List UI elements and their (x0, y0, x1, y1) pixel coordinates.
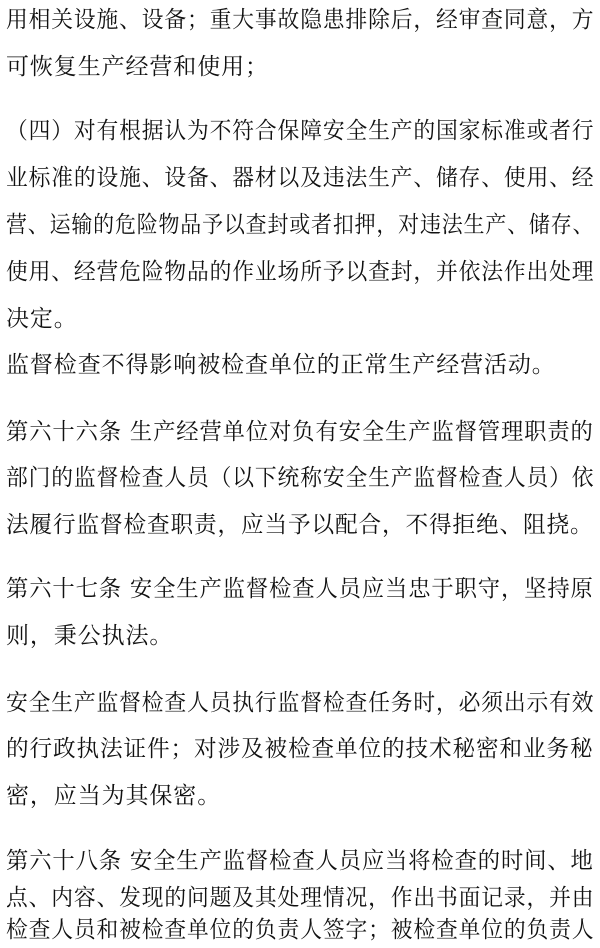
text-line: 安全生产监督检查人员执行监督检查任务时，必须出示有效 (6, 690, 595, 716)
text-line: 监督检查不得影响被检查单位的正常生产经营活动。 (6, 352, 556, 378)
text-line: 业标准的设施、设备、器材以及违法生产、储存、使用、经 (6, 165, 595, 191)
text-line: 第六十八条 安全生产监督检查人员应当将检查的时间、地 (6, 848, 594, 874)
text-line: （四）对有根据认为不符合保障安全生产的国家标准或者行 (6, 118, 595, 144)
text-line: 使用、经营危险物品的作业场所予以查封，并依法作出处理 (6, 259, 595, 285)
text-line: 检查人员和被检查单位的负责人签字；被检查单位的负责人 (6, 917, 595, 943)
text-line: 第六十六条 生产经营单位对负有安全生产监督管理职责的 (6, 419, 594, 445)
text-line: 第六十七条 安全生产监督检查人员应当忠于职守，坚持原 (6, 576, 594, 602)
text-line: 部门的监督检查人员（以下统称安全生产监督检查人员）依 (6, 465, 595, 491)
text-line: 决定。 (6, 306, 78, 332)
text-line: 法履行监督检查职责，应当予以配合，不得拒绝、阻挠。 (6, 512, 594, 538)
text-line: 点、内容、发现的问题及其处理情况，作出书面记录，并由 (6, 885, 595, 911)
text-line: 的行政执法证件；对涉及被检查单位的技术秘密和业务秘 (6, 736, 594, 762)
text-line: 可恢复生产经营和使用； (6, 54, 269, 80)
text-line: 则，秉公执法。 (6, 623, 174, 649)
text-line: 用相关设施、设备；重大事故隐患排除后，经审查同意，方 (6, 7, 595, 33)
text-line: 营、运输的危险物品予以查封或者扣押，对违法生产、储存、 (6, 212, 595, 238)
text-line: 密，应当为其保密。 (6, 783, 222, 809)
